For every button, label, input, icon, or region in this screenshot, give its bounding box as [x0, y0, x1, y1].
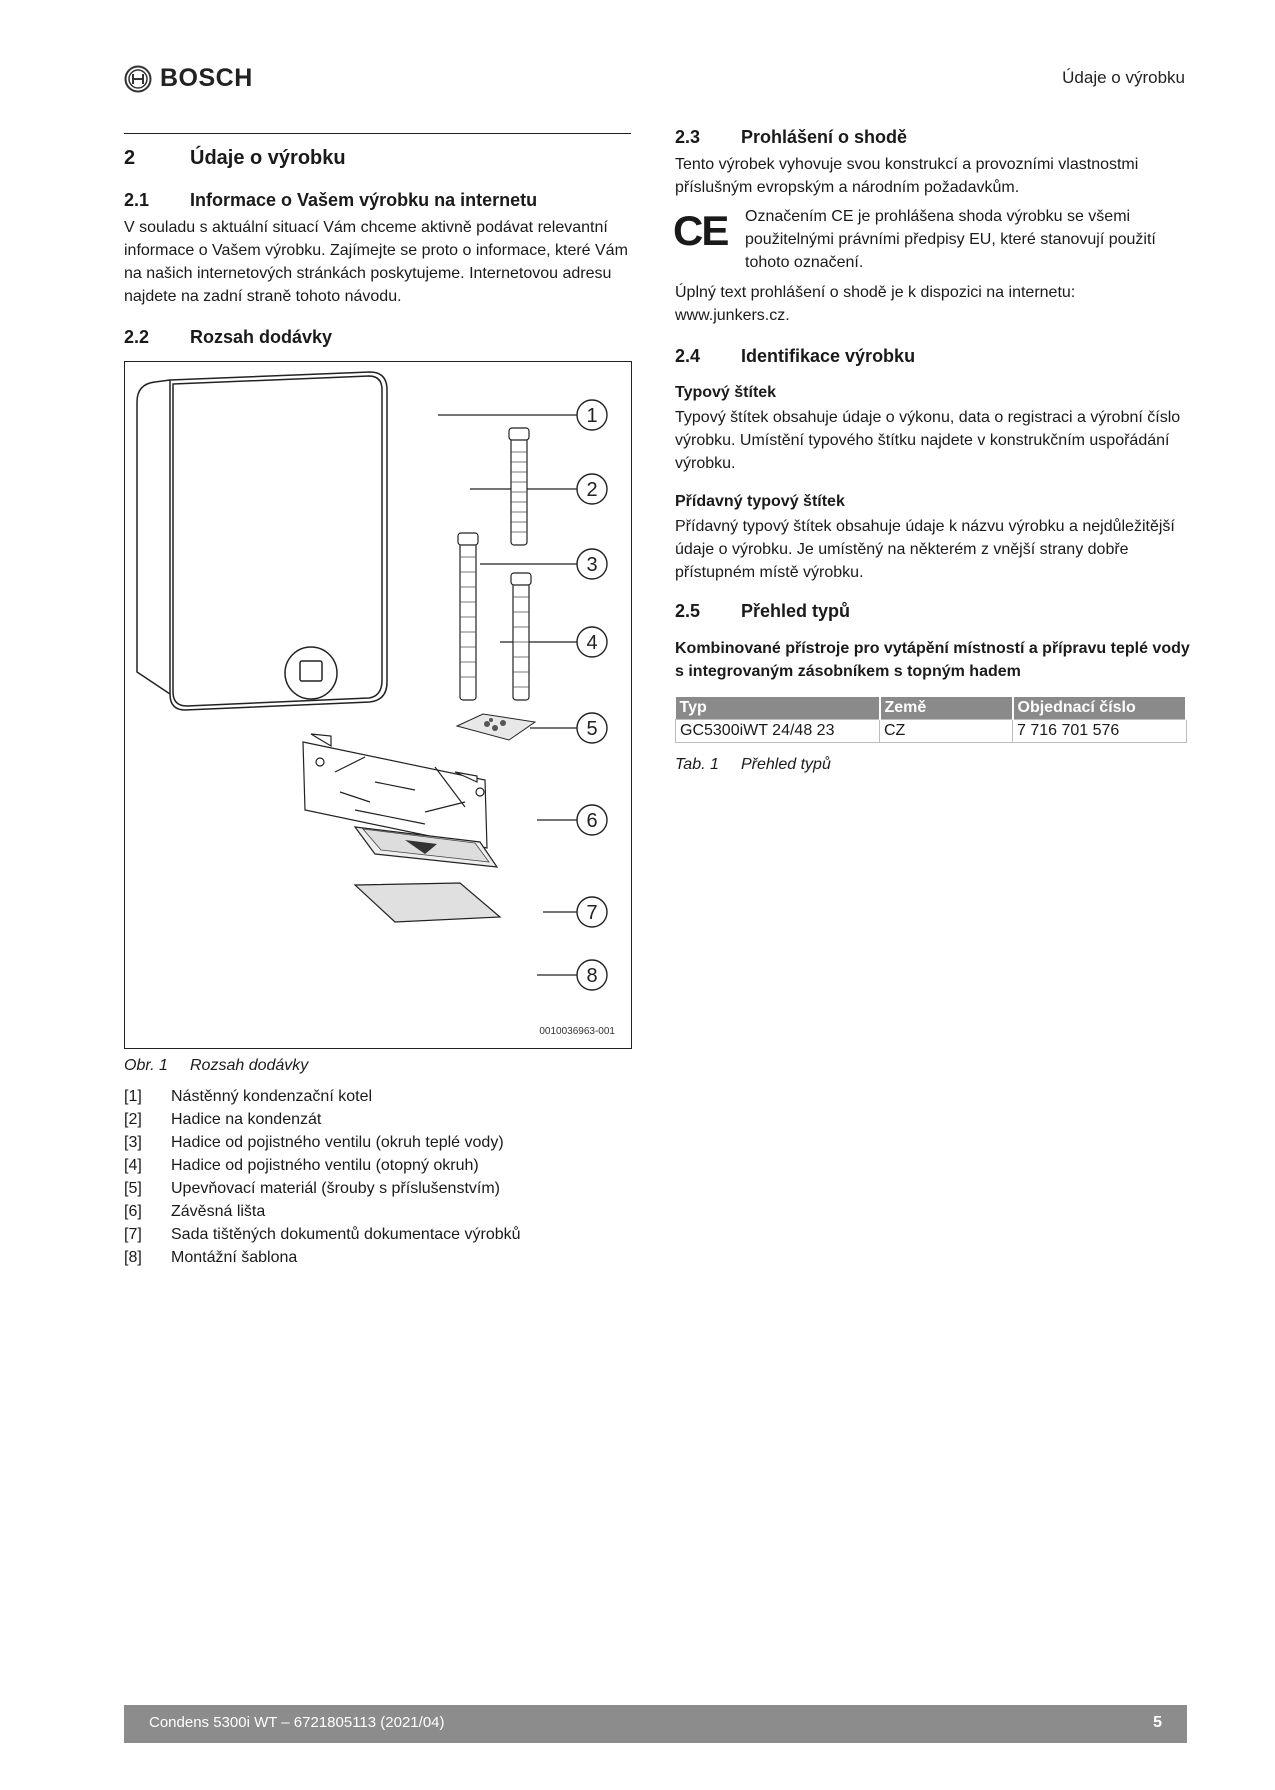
legend-item [124, 1085, 521, 1108]
figure-legend [124, 1085, 521, 1269]
legend-key: [6] [124, 1203, 142, 1220]
table-row [676, 720, 1187, 743]
legend-text: Nástěnný kondenzační kotel [171, 1088, 373, 1105]
text-line: tohoto označení. [745, 254, 864, 271]
legend-text: Hadice od pojistného ventilu (okruh teplé vody) [171, 1134, 504, 1151]
subsection-number: 2.3 [675, 127, 701, 147]
boiler-illustration [137, 372, 387, 710]
section-heading [124, 147, 346, 170]
page-number: 5 [1153, 1714, 1162, 1731]
screw-bag-illustration [457, 714, 535, 740]
text-line: Úplný text prohlášení o shodě je k dispozici na internetu: [675, 284, 1076, 301]
figure-illustration [125, 362, 631, 1048]
table-header-row [676, 697, 1187, 720]
section-number: 2 [124, 147, 136, 169]
text-line: výrobku. Umístění typového štítku najdete v konstrukčním uspořádání [675, 432, 1170, 449]
running-title: Údaje o výrobku [1062, 68, 1185, 87]
legend-item [124, 1223, 521, 1246]
text-line: informace o Vašem výrobku. Zajímejte se proto o informace, které Vám [124, 242, 628, 259]
text-line: Přídavný typový štítek obsahuje údaje k názvu výrobku a nejdůležitější [675, 518, 1175, 535]
figure-caption [124, 1057, 308, 1075]
callout-label: 2 [586, 479, 598, 501]
caption-text: Rozsah dodávky [190, 1057, 309, 1074]
figure-image-id: 0010036963-001 [539, 1026, 615, 1037]
paragraph-rating-plate [675, 406, 1180, 475]
legend-key: [1] [124, 1088, 142, 1105]
legend-item [124, 1200, 521, 1223]
bosch-armature-icon [124, 65, 152, 93]
brand-name: BOSCH [160, 64, 253, 92]
legend-key: [8] [124, 1249, 142, 1266]
subsection-heading-2-4 [675, 346, 915, 367]
paragraph-2-3-intro [675, 153, 1138, 199]
callout-label: 3 [586, 554, 598, 576]
text-line: V souladu s aktuální situací Vám chceme aktivně podávat relevantní [124, 219, 608, 236]
legend-text: Hadice na kondenzát [171, 1111, 322, 1128]
text-line: výrobku. [675, 455, 736, 472]
text-line: Tento výrobek vyhovuje svou konstrukcí a provozními vlastnostmi [675, 156, 1139, 173]
text-line: najdete na zadní straně tohoto návodu. [124, 288, 402, 305]
callout-label: 1 [586, 405, 598, 427]
legend-key: [2] [124, 1111, 142, 1128]
column-header: Typ [676, 697, 880, 720]
subsection-number: 2.5 [675, 601, 701, 621]
callout-label: 4 [586, 632, 598, 654]
legend-item [124, 1246, 521, 1269]
brand-logo [124, 64, 253, 93]
rating-plate-heading: Typový štítek [675, 384, 777, 401]
subsection-title: Přehled typů [741, 601, 851, 621]
paragraph-2-3-outro [675, 281, 1075, 327]
legend-text: Sada tištěných dokumentů dokumentace výrobků [171, 1226, 521, 1243]
callout-label: 6 [586, 810, 598, 832]
paragraph-additional-plate [675, 515, 1175, 584]
legend-item [124, 1131, 521, 1154]
callout-label: 8 [586, 965, 598, 987]
types-intro [675, 637, 1190, 683]
table-cell: GC5300iWT 24/48 23 [676, 720, 880, 743]
callout-label: 5 [586, 718, 598, 740]
subsection-heading-2-1 [124, 190, 537, 211]
types-table-wrap [675, 697, 1187, 743]
mounting-rail-illustration [303, 734, 487, 848]
text-line: s integrovaným zásobníkem s topným hadem [675, 663, 1021, 680]
callout-label: 7 [586, 902, 598, 924]
template-sheet-illustration [355, 883, 500, 922]
figure-scope-of-delivery [124, 361, 632, 1049]
legend-text: Hadice od pojistného ventilu (otopný okruh) [171, 1157, 479, 1174]
text-line: údaje o výrobku. Je umístěný na některém z vnější strany dobře [675, 541, 1129, 558]
caption-label: Tab. 1 [675, 756, 719, 773]
legend-item [124, 1108, 521, 1131]
website-link[interactable]: www.junkers.cz. [675, 307, 790, 324]
page-footer [124, 1705, 1187, 1743]
footer-doc-id: Condens 5300i WT – 6721805113 (2021/04) [149, 1714, 445, 1731]
text-line: na našich internetových stránkách poskytujeme. Internetovou adresu [124, 265, 612, 282]
legend-text: Závěsná lišta [171, 1203, 266, 1220]
paragraph-ce [745, 205, 1185, 274]
legend-key: [4] [124, 1157, 142, 1174]
legend-text: Upevňovací materiál (šrouby s příslušenstvím) [171, 1180, 500, 1197]
subsection-title: Prohlášení o shodě [741, 127, 908, 147]
subsection-number: 2.1 [124, 190, 150, 210]
text-line: příslušným evropským a národním požadavkům. [675, 179, 1020, 196]
table-cell: 7 716 701 576 [1013, 720, 1187, 743]
section-title: Údaje o výrobku [190, 147, 346, 169]
legend-item [124, 1154, 521, 1177]
legend-key: [5] [124, 1180, 142, 1197]
legend-text: Montážní šablona [171, 1249, 298, 1266]
subsection-title: Identifikace výrobku [741, 346, 916, 366]
column-header: Země [880, 697, 1013, 720]
additional-plate-heading: Přídavný typový štítek [675, 493, 845, 510]
subsection-number: 2.2 [124, 327, 150, 347]
text-line: přístupném místě výrobku. [675, 564, 864, 581]
subsection-number: 2.4 [675, 346, 701, 366]
text-line: použitelnými právními předpisy EU, které stanovují použití [745, 231, 1156, 248]
caption-text: Přehled typů [741, 756, 831, 773]
column-header: Objednací číslo [1013, 697, 1187, 720]
table-cell: CZ [880, 720, 1013, 743]
text-line: Označením CE je prohlášena shoda výrobku se všemi [745, 208, 1131, 225]
types-table [675, 697, 1187, 743]
subsection-heading-2-5 [675, 601, 850, 622]
caption-label: Obr. 1 [124, 1057, 168, 1074]
subsection-title: Informace o Vašem výrobku na internetu [190, 190, 538, 210]
ce-mark-icon: CE [673, 207, 728, 254]
paragraph-2-1 [124, 216, 628, 308]
table-caption [675, 756, 831, 774]
legend-key: [3] [124, 1134, 142, 1151]
text-line: Kombinované přístroje pro vytápění místností a přípravu teplé vody [675, 640, 1190, 657]
subsection-heading-2-2 [124, 327, 332, 348]
legend-item [124, 1177, 521, 1200]
text-line: Typový štítek obsahuje údaje o výkonu, data o registraci a výrobní číslo [675, 409, 1181, 426]
section-rule [124, 133, 631, 134]
subsection-heading-2-3 [675, 127, 907, 148]
legend-key: [7] [124, 1226, 142, 1243]
subsection-title: Rozsah dodávky [190, 327, 333, 347]
